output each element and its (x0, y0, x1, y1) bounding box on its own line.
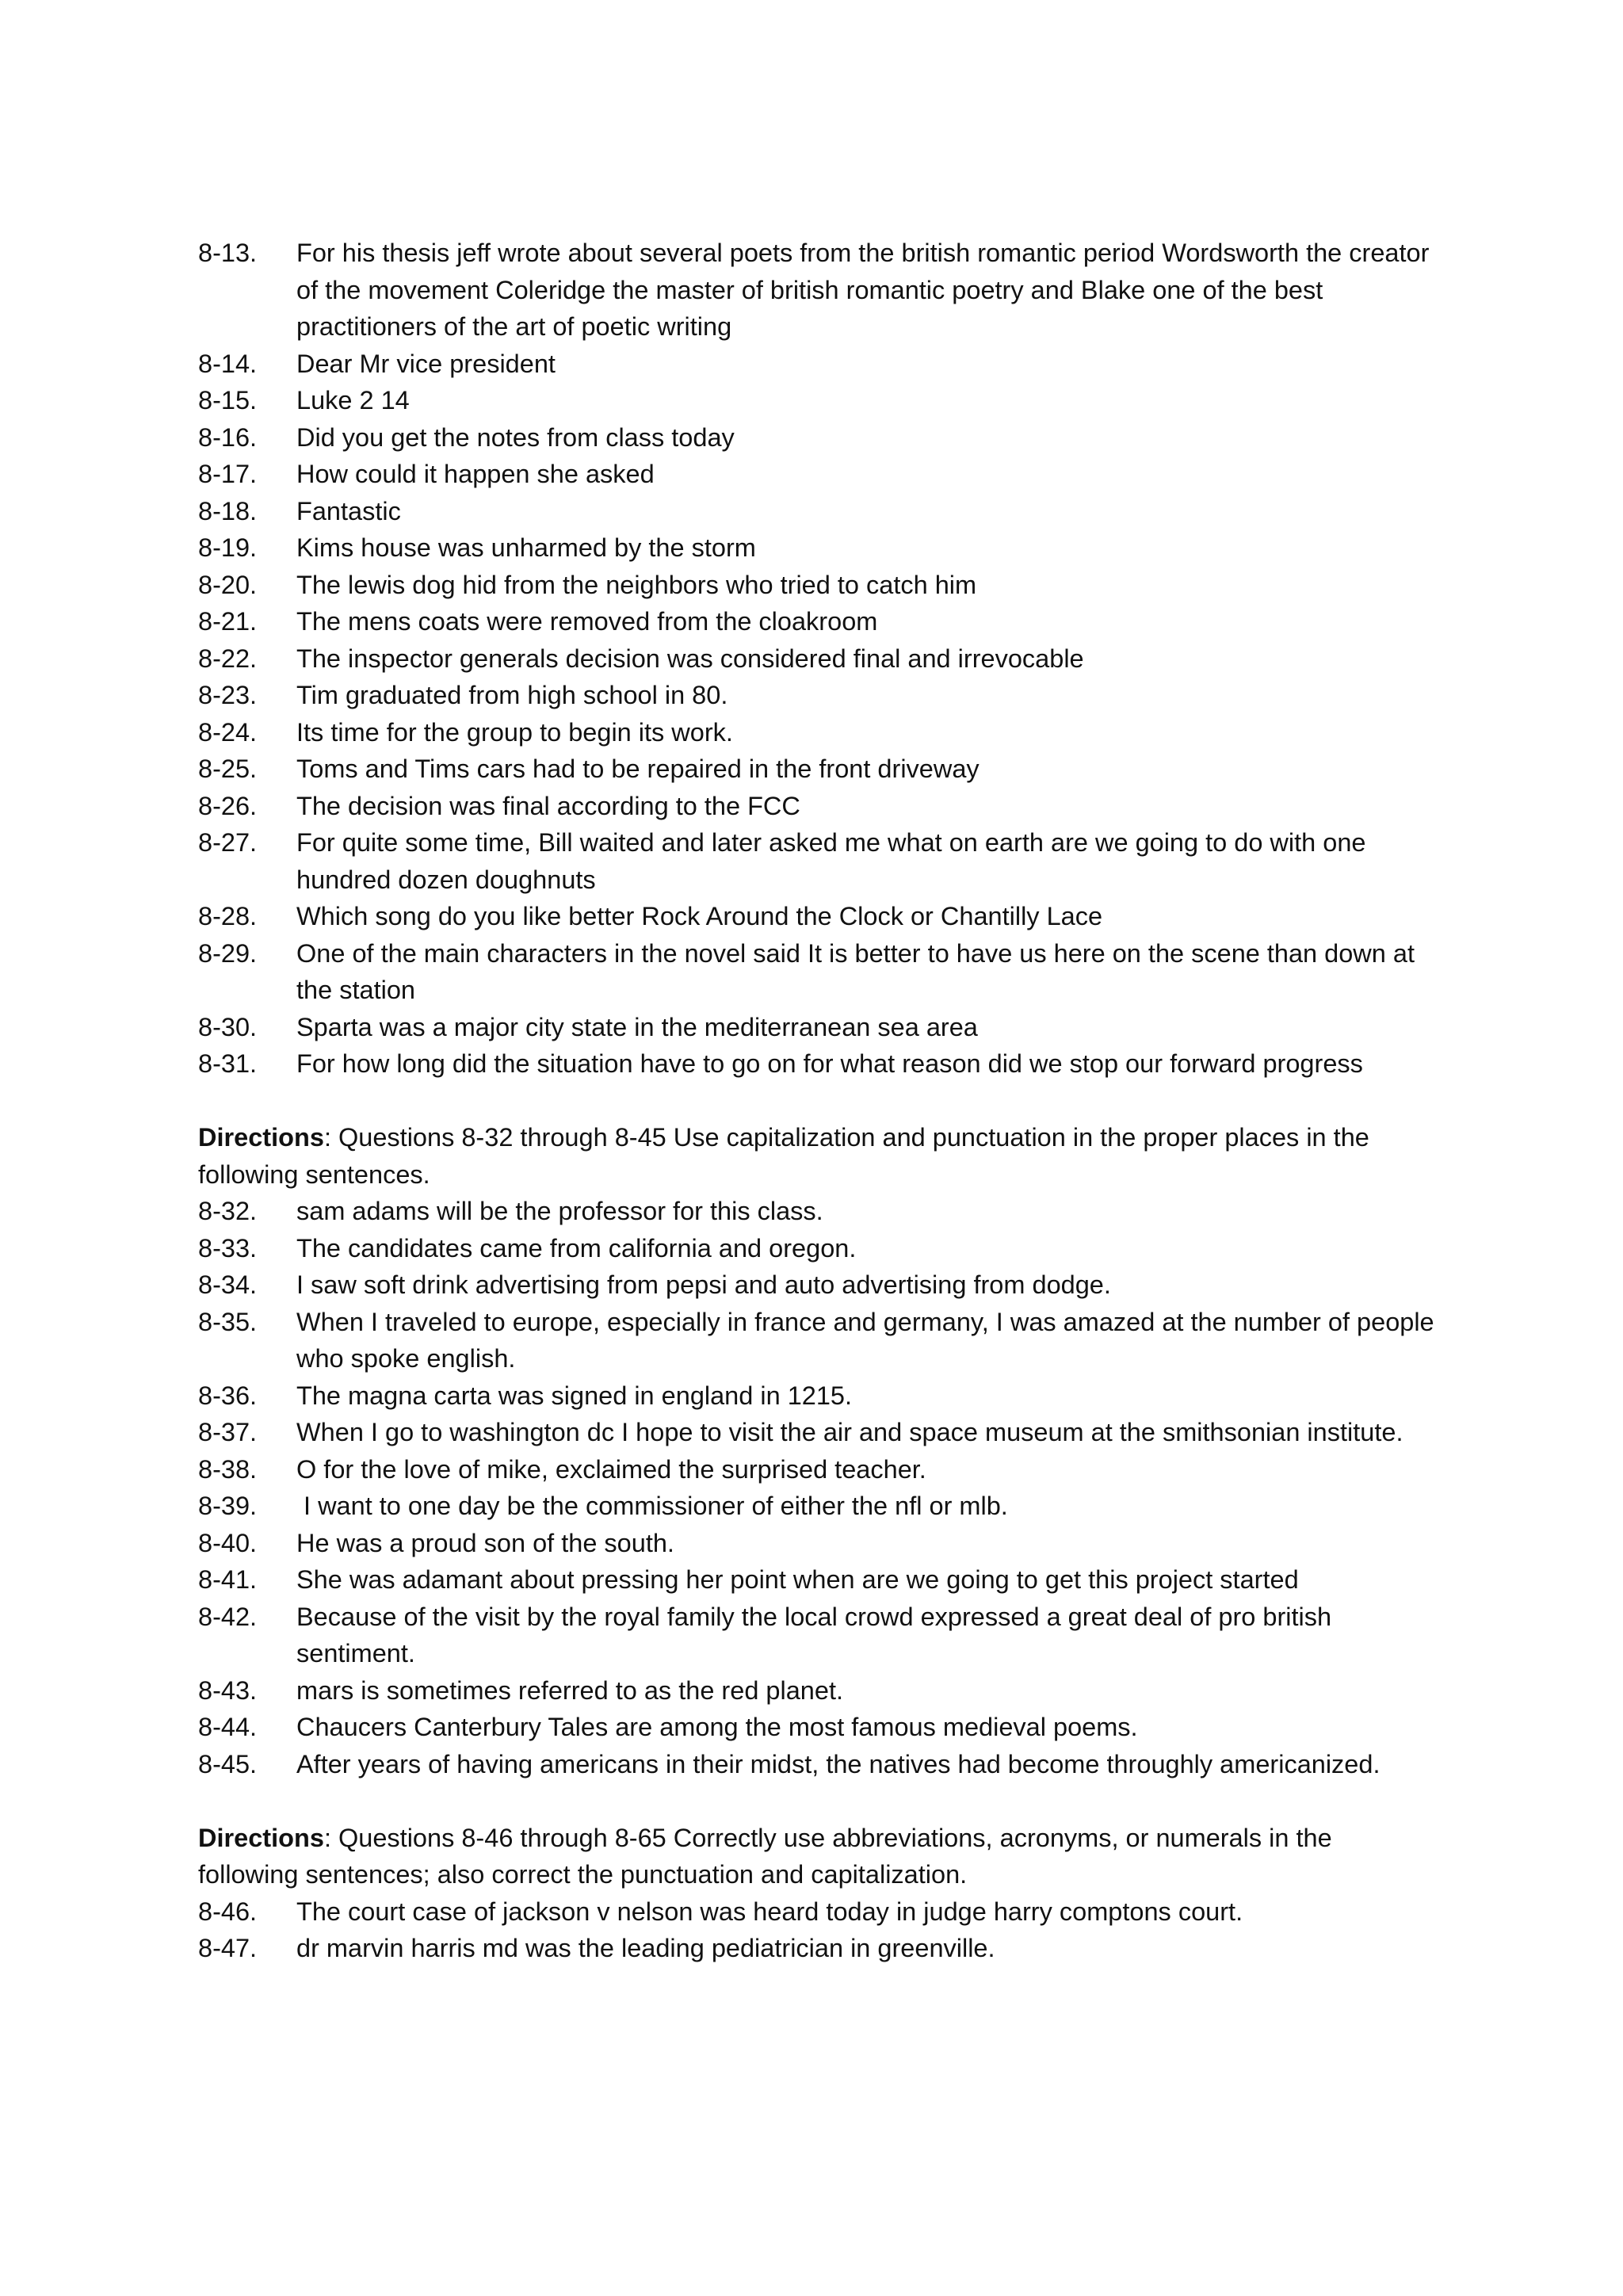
question-item (198, 1561, 1434, 1599)
question-text: mars is sometimes referred to as the red planet. (296, 1675, 844, 1705)
question-number: 8-15. (198, 386, 258, 415)
question-item (198, 603, 1434, 640)
question-text: O for the love of mike, exclaimed the surprised teacher. (296, 1454, 926, 1484)
question-number: 8-18. (198, 496, 258, 525)
question-number: 8-25. (198, 755, 258, 783)
question-text: Fantastic (296, 496, 401, 525)
question-number: 8-40. (198, 1528, 258, 1557)
question-number: 8-26. (198, 791, 258, 820)
question-text: sam adams will be the professor for this class. (296, 1197, 823, 1225)
question-item (198, 677, 1434, 714)
question-item (198, 1009, 1434, 1046)
question-item (198, 1746, 1434, 1783)
question-item (198, 1488, 1434, 1525)
question-text: The court case of jackson v nelson was heard today in judge harry comptons court. (296, 1897, 1243, 1926)
question-number: 8-44. (198, 1713, 258, 1741)
directions-section-8-32-to-8-45 (198, 1119, 1442, 1782)
question-number: 8-22. (198, 644, 258, 673)
question-text: I want to one day be the commissioner of either the nfl or mlb. (296, 1492, 1008, 1520)
question-item (198, 1304, 1442, 1377)
question-text: The mens coats were removed from the cloakroom (296, 607, 878, 636)
question-number: 8-34. (198, 1270, 258, 1299)
document-page (198, 235, 1442, 1967)
question-number: 8-45. (198, 1749, 258, 1778)
question-text: I saw soft drink advertising from pepsi and auto advertising from dodge. (296, 1270, 1111, 1299)
question-text: Kims house was unharmed by the storm (296, 533, 756, 562)
question-number: 8-13. (198, 239, 258, 267)
question-text: The inspector generals decision was considered final and irrevocable (296, 644, 1084, 673)
question-text: The magna carta was signed in england in 1215. (296, 1381, 853, 1410)
question-item (198, 1377, 1434, 1415)
question-item (198, 1230, 1434, 1267)
question-item (198, 382, 1434, 419)
question-item (198, 419, 1434, 457)
directions-text: : Questions 8-32 through 8-45 Use capitalization and punctuation in the proper places in the following sentences. (198, 1123, 1369, 1189)
question-text: Tim graduated from high school in 80. (296, 681, 728, 709)
question-item (198, 1414, 1434, 1451)
directions-section-8-46-to-8-65 (198, 1820, 1434, 1967)
question-text: After years of having americans in their midst, the natives had become throughly americanized. (296, 1749, 1381, 1778)
question-list-8-13-to-8-31 (198, 235, 1437, 1083)
question-text: Dear Mr vice president (296, 349, 556, 378)
question-text: Luke 2 14 (296, 386, 410, 415)
question-number: 8-46. (198, 1897, 258, 1926)
question-item (198, 898, 1434, 935)
question-text: Because of the visit by the royal family the local crowd expressed a great deal of pro british sentiment. (296, 1602, 1339, 1668)
question-item (198, 824, 1434, 898)
question-text: Did you get the notes from class today (296, 422, 735, 452)
question-number: 8-29. (198, 938, 258, 968)
question-text: Toms and Tims cars had to be repaired in the front driveway (296, 755, 980, 783)
question-number: 8-27. (198, 828, 258, 857)
question-text: Sparta was a major city state in the mediterranean sea area (296, 1012, 978, 1041)
question-item (198, 714, 1434, 751)
question-item (198, 1893, 1434, 1931)
question-text: She was adamant about pressing her point when are we going to get this project started (296, 1565, 1299, 1594)
question-text: The decision was final according to the FCC (296, 791, 800, 820)
question-item (198, 1599, 1434, 1672)
question-text: The candidates came from california and oregon. (296, 1233, 857, 1263)
question-item (198, 529, 1434, 567)
question-text: When I traveled to europe, especially in france and germany, I was amazed at the number of people who spoke english. (296, 1307, 1442, 1373)
question-number: 8-33. (198, 1233, 258, 1263)
question-number: 8-14. (198, 349, 258, 378)
question-text: When I go to washington dc I hope to visit the air and space museum at the smithsonian institute. (296, 1418, 1403, 1446)
question-number: 8-20. (198, 570, 258, 599)
question-item (198, 1709, 1434, 1746)
directions-paragraph (198, 1119, 1434, 1193)
question-item (198, 1193, 1434, 1230)
question-number: 8-41. (198, 1565, 258, 1594)
directions-paragraph (198, 1820, 1434, 1893)
question-text: Which song do you like better Rock Around the Clock or Chantilly Lace (296, 902, 1103, 930)
question-number: 8-43. (198, 1675, 258, 1705)
question-item (198, 1266, 1434, 1304)
directions-text: : Questions 8-46 through 8-65 Correctly use abbreviations, acronyms, or numerals in the following sentences; also correct the punctuation and capitalization. (198, 1823, 1332, 1889)
question-item (198, 456, 1434, 493)
question-number: 8-35. (198, 1307, 258, 1336)
question-item (198, 1672, 1434, 1710)
question-number: 8-32. (198, 1197, 258, 1225)
question-number: 8-37. (198, 1418, 258, 1446)
question-number: 8-36. (198, 1381, 258, 1410)
question-text: One of the main characters in the novel said It is better to have us here on the scene than down at the station (296, 938, 1423, 1004)
question-text: Its time for the group to begin its work. (296, 717, 733, 747)
question-item (198, 788, 1434, 825)
question-number: 8-28. (198, 902, 258, 930)
question-number: 8-17. (198, 460, 258, 488)
question-item (198, 1045, 1434, 1083)
question-text: How could it happen she asked (296, 460, 655, 488)
question-number: 8-19. (198, 533, 258, 562)
question-number: 8-38. (198, 1454, 258, 1484)
question-text: dr marvin harris md was the leading pediatrician in greenville. (296, 1934, 995, 1962)
question-item (198, 1451, 1434, 1488)
question-item (198, 235, 1437, 346)
question-item (198, 640, 1434, 678)
directions-label: Directions (198, 1823, 324, 1852)
question-number: 8-16. (198, 422, 258, 452)
question-text: For his thesis jeff wrote about several poets from the british romantic period Wordsworth the creator of the movement Coleridge the master of british romantic poetry and Blake one of the best practitioners of the art of poetic writing (296, 239, 1437, 341)
question-text: For how long did the situation have to go on for what reason did we stop our forward progress (296, 1049, 1363, 1078)
question-number: 8-39. (198, 1492, 258, 1520)
question-text: Chaucers Canterbury Tales are among the most famous medieval poems. (296, 1713, 1138, 1741)
directions-label: Directions (198, 1123, 324, 1152)
question-text: For quite some time, Bill waited and later asked me what on earth are we going to do with one hundred dozen doughnuts (296, 828, 1373, 894)
question-item (198, 935, 1434, 1009)
question-number: 8-31. (198, 1049, 258, 1078)
question-number: 8-30. (198, 1012, 258, 1041)
question-number: 8-47. (198, 1934, 258, 1962)
question-number: 8-24. (198, 717, 258, 747)
question-item (198, 346, 1434, 383)
question-text: He was a proud son of the south. (296, 1528, 674, 1557)
question-text: The lewis dog hid from the neighbors who tried to catch him (296, 570, 977, 599)
question-number: 8-42. (198, 1602, 258, 1631)
question-number: 8-23. (198, 681, 258, 709)
question-number: 8-21. (198, 607, 258, 636)
question-item (198, 1930, 1434, 1967)
question-item (198, 493, 1434, 530)
question-item (198, 1525, 1434, 1562)
question-item (198, 751, 1434, 788)
question-item (198, 567, 1434, 604)
